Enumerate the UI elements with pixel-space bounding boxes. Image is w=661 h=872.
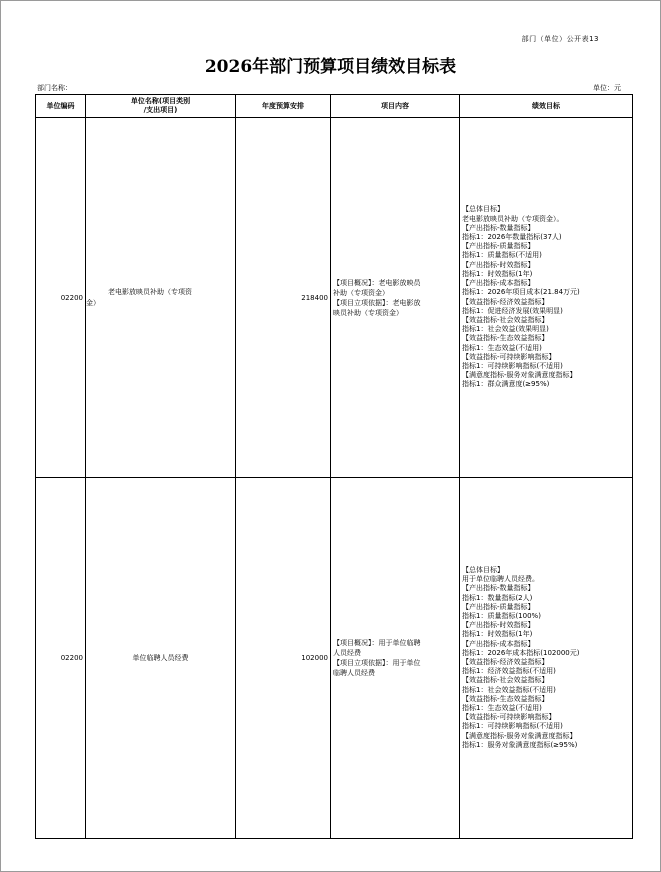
- header-unit-name: [86, 95, 236, 118]
- target-line: 【效益指标-经济效益指标】: [462, 658, 549, 666]
- target-line: 【效益指标-经济效益指标】: [462, 297, 549, 306]
- target-line: 指标1：质量指标(不适用): [462, 251, 542, 260]
- performance-target-table: [35, 94, 633, 839]
- target-line: 指标1：2026年数量指标(37人): [462, 233, 562, 242]
- unit-code-cell: 02200: [36, 478, 86, 839]
- target-line: 指标1：促进经济发展(效果明显): [462, 306, 563, 315]
- target-line: 【产出指标-数量指标】: [462, 223, 535, 232]
- budget-cell: 102000: [236, 478, 331, 839]
- target-line: 指标1：时效指标(1年): [462, 630, 533, 639]
- target-line: 【总体目标】: [462, 565, 504, 574]
- target-line: 【效益指标-生态效益指标】: [462, 694, 549, 703]
- content-line: 映员补助（专项资金）: [333, 308, 403, 317]
- unit-name-line1: 老电影放映员补助（专项资: [108, 287, 192, 296]
- table-header-row: [36, 95, 633, 118]
- content-line: 【项目立项依据】：老电影放: [333, 298, 421, 307]
- header-unit-name-line2: /支出项目): [143, 106, 178, 114]
- header-project-content: 项目内容: [331, 95, 460, 118]
- table-row: [36, 118, 633, 478]
- content-line: 【项目概况】：老电影放映员: [333, 278, 421, 287]
- header-unit-name-line1: 单位名称(项目类别: [130, 97, 191, 105]
- target-line: 【产出指标-成本指标】: [462, 279, 535, 288]
- target-line: 指标1：生态效益(不适用): [462, 704, 542, 713]
- target-line: 【产出指标-质量指标】: [462, 602, 535, 611]
- target-line: 【产出指标-时效指标】: [462, 621, 535, 630]
- content-line: 临聘人员经费: [333, 669, 375, 677]
- target-line: 【效益指标-社会效益指标】: [462, 315, 549, 324]
- target-line: 【满意度指标-服务对象满意度指标】: [462, 731, 577, 740]
- content-line: 补助（专项资金）: [333, 288, 389, 297]
- target-line: 指标1：群众满意度(≥95%): [462, 380, 550, 389]
- target-line: 指标1：数量指标(2人): [462, 593, 533, 602]
- content-line: 【项目立项依据】：用于单位: [333, 659, 421, 667]
- unit-name-line2: 金）: [86, 298, 100, 307]
- target-line: 指标1：生态效益(不适用): [462, 343, 542, 352]
- target-line: 【效益指标-可持续影响指标】: [462, 352, 556, 361]
- target-line: 指标1：社会效益(效果明显): [462, 325, 549, 334]
- page-title: 2026年部门预算项目绩效目标表: [204, 57, 457, 77]
- unit-label: 单位：元: [593, 84, 621, 92]
- target-line: 指标1：质量指标(100%): [462, 611, 541, 620]
- project-content-cell: [331, 478, 460, 839]
- performance-target-cell: [460, 478, 633, 839]
- target-line: 指标1：社会效益指标(不适用): [462, 685, 556, 694]
- target-line: 【满意度指标-服务对象满意度指标】: [462, 371, 577, 380]
- target-line: 【产出指标-时效指标】: [462, 260, 535, 269]
- target-line: 指标1：2026年项目成本(21.84万元): [462, 288, 580, 297]
- target-line: 指标1：可持续影响指标(不适用): [462, 722, 563, 731]
- unit-name-cell: 单位临聘人员经费: [86, 478, 236, 839]
- target-line: 【产出指标-质量指标】: [462, 242, 535, 251]
- target-line: 指标1：经济效益指标(不适用): [462, 667, 556, 676]
- target-line: 【效益指标-可持续影响指标】: [462, 713, 556, 722]
- content-line: 人员经费: [333, 649, 361, 657]
- content-line: 【项目概况】：用于单位临聘: [333, 639, 421, 647]
- target-line: 指标1：2026年成本指标(102000元): [462, 648, 580, 657]
- header-performance-target: 绩效目标: [460, 95, 633, 118]
- target-line: 【产出指标-数量指标】: [462, 584, 535, 593]
- unit-code-cell: 02200: [36, 118, 86, 478]
- header-unit-code: 单位编码: [36, 95, 86, 118]
- target-line: 指标1：时效指标(1年): [462, 269, 533, 278]
- header-annual-budget: 年度预算安排: [236, 95, 331, 118]
- form-number: 部门（单位）公开表13: [521, 35, 599, 43]
- performance-target-cell: [460, 118, 633, 478]
- target-line: 用于单位临聘人员经费。: [462, 575, 539, 584]
- target-line: 【效益指标-生态效益指标】: [462, 334, 549, 343]
- table-row: [36, 478, 633, 839]
- target-line: 【产出指标-成本指标】: [462, 639, 535, 648]
- target-line: 指标1：可持续影响指标(不适用): [462, 361, 563, 370]
- target-line: 老电影放映员补助（专项资金）。: [462, 214, 564, 223]
- target-line: 【总体目标】: [462, 205, 504, 214]
- unit-name-cell: [86, 118, 236, 478]
- project-content-cell: [331, 118, 460, 478]
- department-label: 部门名称：: [37, 84, 72, 92]
- budget-cell: 218400: [236, 118, 331, 478]
- target-line: 【效益指标-社会效益指标】: [462, 676, 549, 685]
- target-line: 指标1：服务对象满意度指标(≥95%): [462, 740, 578, 749]
